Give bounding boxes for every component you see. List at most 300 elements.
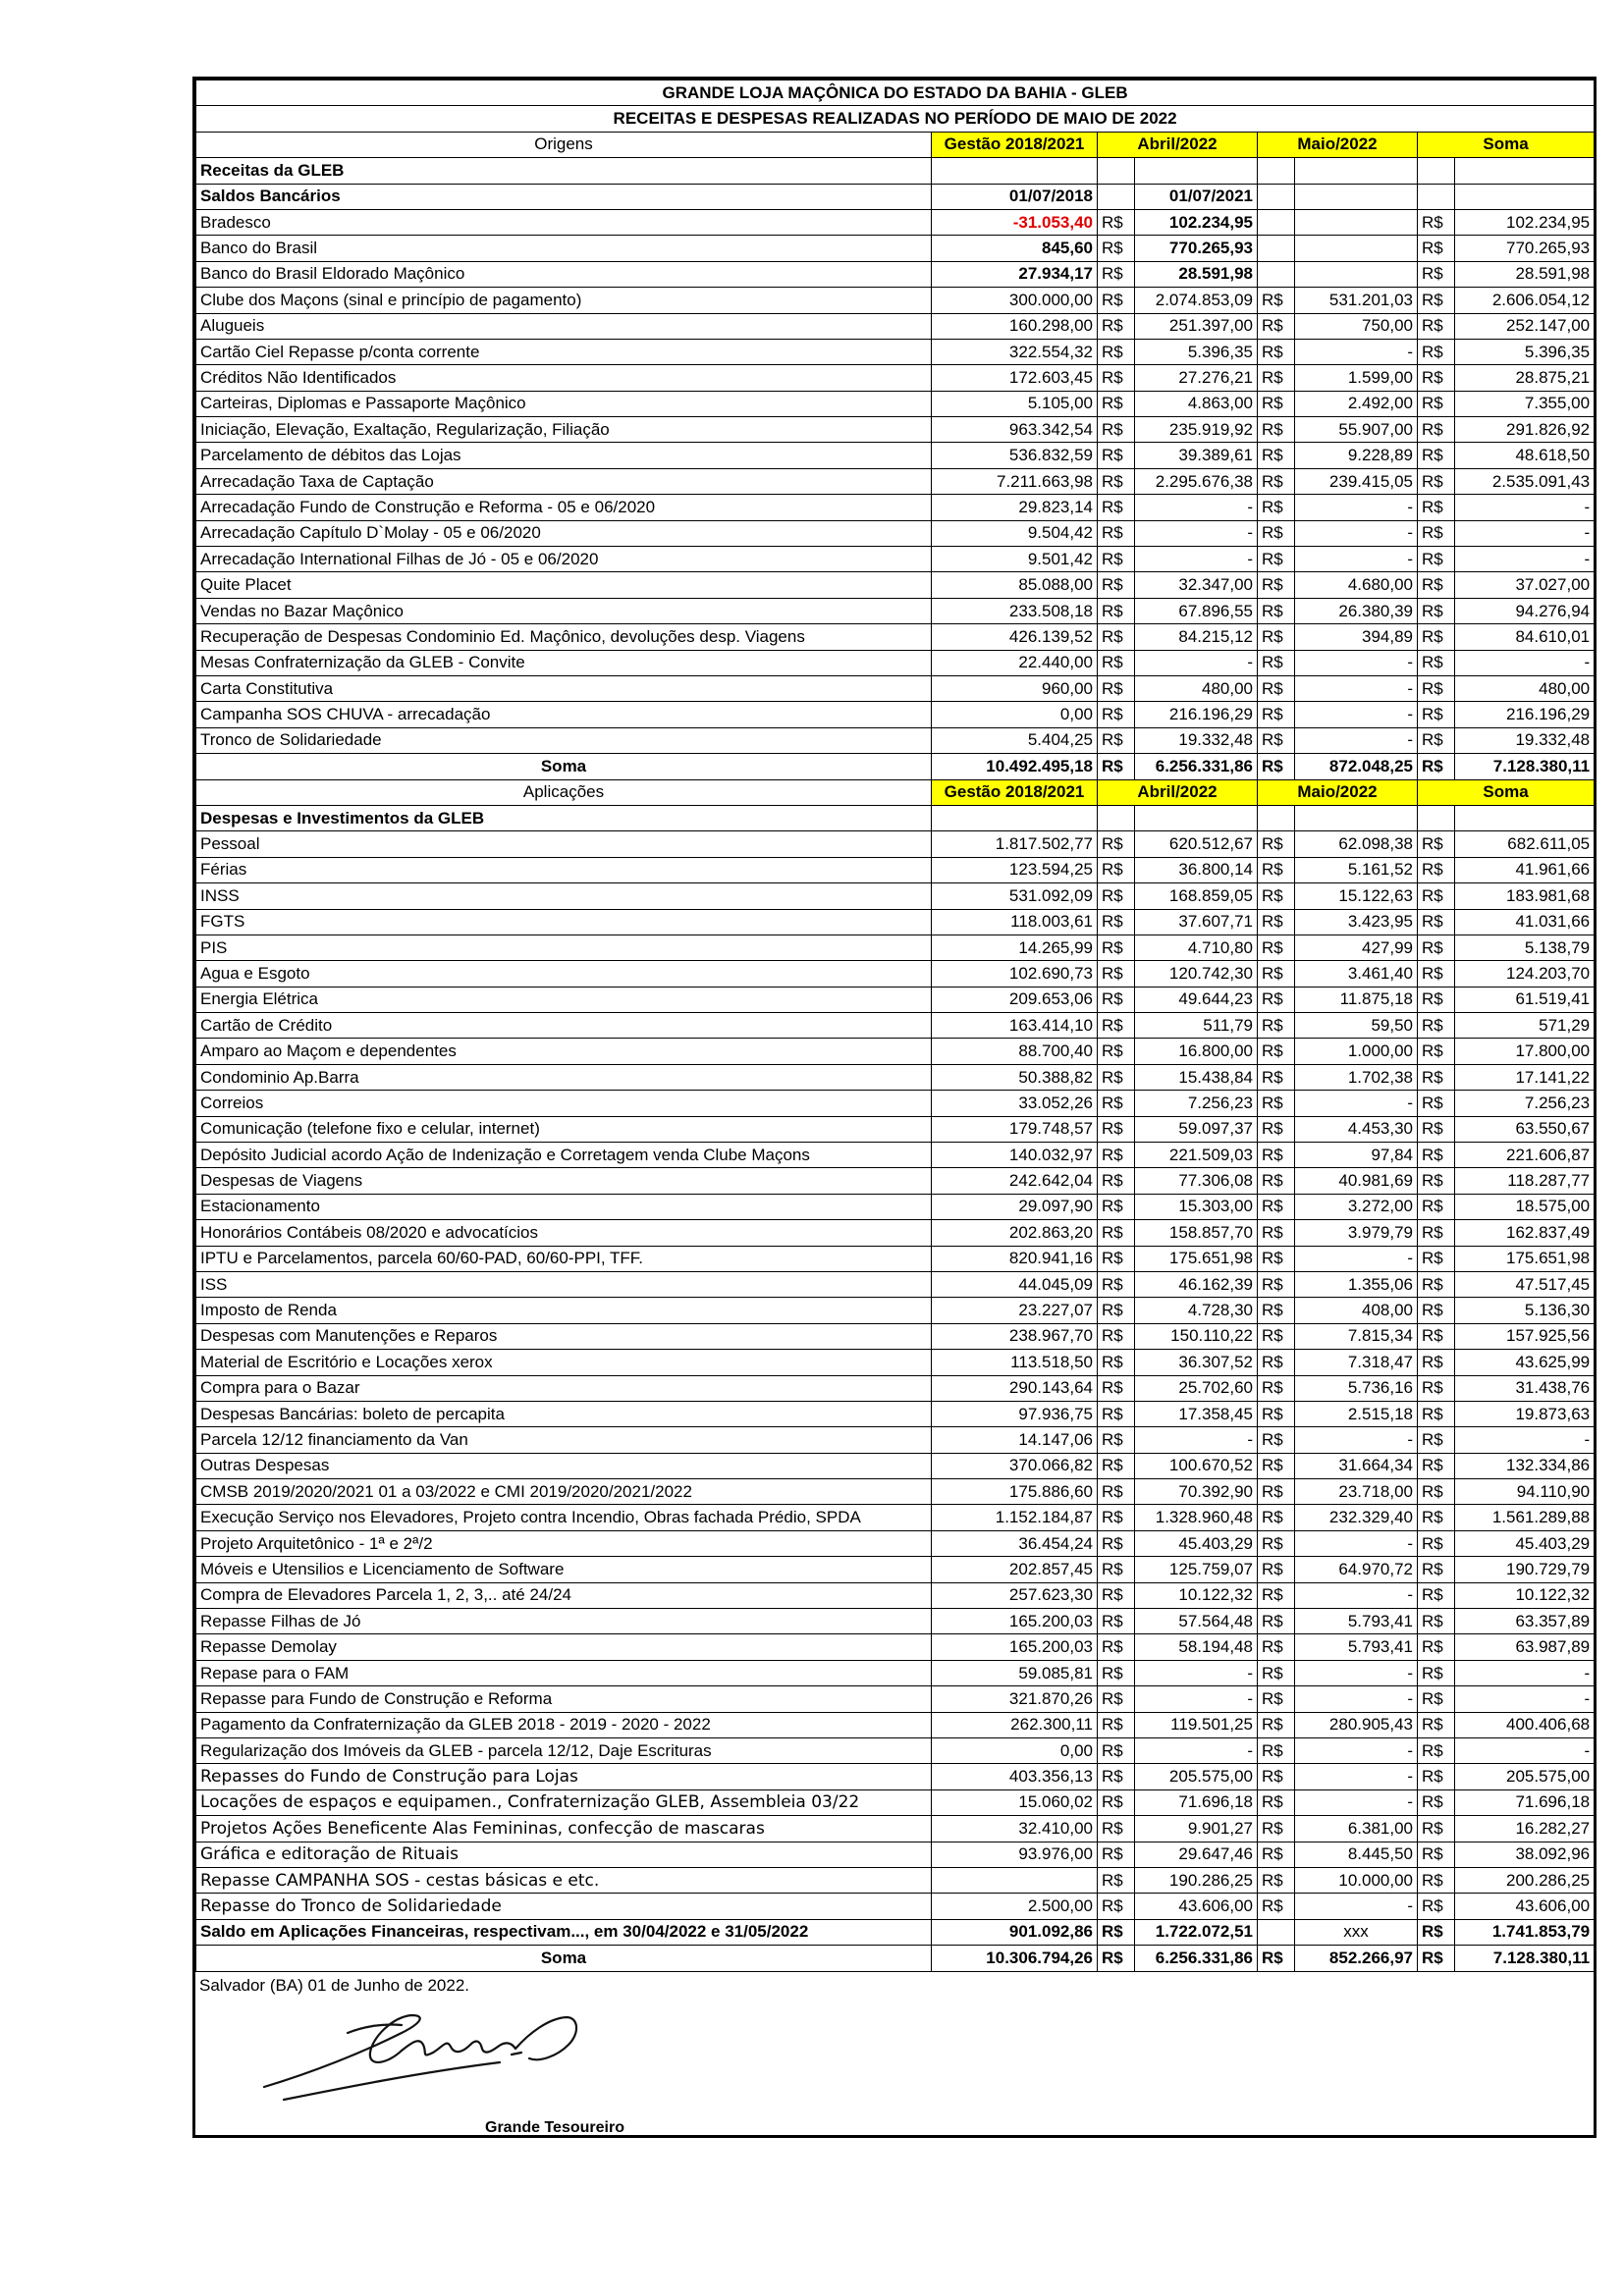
currency-soma: R$ [1418, 1479, 1455, 1505]
value-maio: 2.515,18 [1295, 1401, 1418, 1426]
value-abril: 4.728,30 [1135, 1298, 1258, 1323]
value-maio: 531.201,03 [1295, 288, 1418, 313]
value-soma: 5.396,35 [1455, 339, 1595, 364]
currency-abril: R$ [1098, 1116, 1135, 1142]
despesa-row [196, 1091, 1595, 1116]
value-abril: 168.859,05 [1135, 883, 1258, 909]
value-abril: 84.215,12 [1135, 624, 1258, 650]
value-soma: 63.550,67 [1455, 1116, 1595, 1142]
value-abril: 15.303,00 [1135, 1194, 1258, 1219]
value-soma: 102.234,95 [1455, 209, 1595, 235]
value-maio: 9.228,89 [1295, 443, 1418, 468]
despesa-row [196, 1427, 1595, 1453]
value-maio: xxx [1295, 1919, 1418, 1945]
value-gestao: 33.052,26 [932, 1091, 1098, 1116]
value-abril: 29.647,46 [1135, 1842, 1258, 1867]
row-label: Quite Placet [196, 572, 932, 598]
despesa-row [196, 1323, 1595, 1349]
value-soma: 63.987,89 [1455, 1634, 1595, 1660]
value-abril: 125.759,07 [1135, 1557, 1258, 1582]
currency-maio: R$ [1258, 1427, 1295, 1453]
currency-soma: R$ [1418, 1505, 1455, 1530]
value-abril: - [1135, 1660, 1258, 1685]
value-abril: 150.110,22 [1135, 1323, 1258, 1349]
saldo-aplicacoes-row [196, 1919, 1595, 1945]
empty-cell [1098, 805, 1135, 830]
currency-soma: R$ [1418, 1246, 1455, 1271]
value-maio: 3.272,00 [1295, 1194, 1418, 1219]
value-gestao: 1.817.502,77 [932, 831, 1098, 857]
report-subtitle: RECEITAS E DESPESAS REALIZADAS NO PERÍODO DE MAIO DE 2022 [196, 106, 1595, 132]
currency-soma: R$ [1418, 1919, 1455, 1945]
value-gestao: 1.152.184,87 [932, 1505, 1098, 1530]
currency-abril: R$ [1098, 1323, 1135, 1349]
currency-maio: R$ [1258, 313, 1295, 339]
value-abril: 102.234,95 [1135, 209, 1258, 235]
value-soma: 16.282,27 [1455, 1816, 1595, 1842]
receitas-group-row [196, 158, 1595, 184]
currency-soma: R$ [1418, 650, 1455, 675]
currency-maio [1258, 261, 1295, 287]
value-soma: 205.575,00 [1455, 1764, 1595, 1789]
value-abril: 67.896,55 [1135, 598, 1258, 623]
value-maio: 5.161,52 [1295, 857, 1418, 882]
currency-soma: R$ [1418, 1194, 1455, 1219]
currency-abril: R$ [1098, 1867, 1135, 1893]
value-gestao: 845,60 [932, 236, 1098, 261]
value-soma: 7.355,00 [1455, 391, 1595, 416]
row-label: Soma [196, 754, 932, 779]
currency-soma: R$ [1418, 1634, 1455, 1660]
currency-soma: R$ [1418, 1427, 1455, 1453]
currency-abril: R$ [1098, 1634, 1135, 1660]
row-label: Parcela 12/12 financiamento da Van [196, 1427, 932, 1453]
currency-abril: R$ [1098, 1479, 1135, 1505]
currency-abril: R$ [1098, 209, 1135, 235]
value-maio: 280.905,43 [1295, 1712, 1418, 1737]
despesas-group-row [196, 805, 1595, 830]
value-gestao: 0,00 [932, 702, 1098, 727]
despesa-row [196, 883, 1595, 909]
currency-abril: R$ [1098, 598, 1135, 623]
currency-soma: R$ [1418, 443, 1455, 468]
value-soma: - [1455, 520, 1595, 546]
despesa-row [196, 1582, 1595, 1608]
currency-abril: R$ [1098, 675, 1135, 701]
receita-row [196, 288, 1595, 313]
value-maio: 4.680,00 [1295, 572, 1418, 598]
despesa-row [196, 1039, 1595, 1064]
value-gestao: 32.410,00 [932, 1816, 1098, 1842]
currency-soma: R$ [1418, 1738, 1455, 1764]
currency-soma: R$ [1418, 495, 1455, 520]
financial-report-table [195, 80, 1595, 1972]
saldo-bancario-row [196, 261, 1595, 287]
value-maio: 852.266,97 [1295, 1946, 1418, 1971]
currency-maio: R$ [1258, 1634, 1295, 1660]
despesa-row [196, 1557, 1595, 1582]
receita-row [196, 339, 1595, 364]
currency-abril: R$ [1098, 261, 1135, 287]
value-abril: - [1135, 650, 1258, 675]
currency-soma: R$ [1418, 1816, 1455, 1842]
currency-abril: R$ [1098, 1375, 1135, 1401]
currency-soma: R$ [1418, 598, 1455, 623]
value-soma: 157.925,56 [1455, 1323, 1595, 1349]
value-gestao: 27.934,17 [932, 261, 1098, 287]
currency-maio: R$ [1258, 702, 1295, 727]
currency-maio: R$ [1258, 495, 1295, 520]
value-gestao: 963.342,54 [932, 417, 1098, 443]
row-label: INSS [196, 883, 932, 909]
despesa-row [196, 1479, 1595, 1505]
empty-cell [1418, 805, 1455, 830]
currency-maio: R$ [1258, 1039, 1295, 1064]
group-title-despesas: Despesas e Investimentos da GLEB [196, 805, 932, 830]
col-header-soma: Soma [1418, 779, 1595, 805]
currency-maio: R$ [1258, 468, 1295, 494]
currency-abril: R$ [1098, 1789, 1135, 1815]
currency-maio: R$ [1258, 961, 1295, 987]
value-maio: 2.492,00 [1295, 391, 1418, 416]
currency-soma: R$ [1418, 675, 1455, 701]
currency-abril: R$ [1098, 1039, 1135, 1064]
currency-soma: R$ [1418, 1609, 1455, 1634]
row-label: Pessoal [196, 831, 932, 857]
row-label: Depósito Judicial acordo Ação de Indenização e Corretagem venda Clube Maçons [196, 1143, 932, 1168]
row-label: Repasses do Fundo de Construção para Lojas [196, 1764, 932, 1789]
row-label: Repasse Filhas de Jó [196, 1609, 932, 1634]
value-soma: 7.128.380,11 [1455, 754, 1595, 779]
value-gestao: 5.105,00 [932, 391, 1098, 416]
value-maio: - [1295, 650, 1418, 675]
value-abril: 770.265,93 [1135, 236, 1258, 261]
value-maio: 427,99 [1295, 934, 1418, 960]
currency-soma: R$ [1418, 624, 1455, 650]
despesa-row [196, 1634, 1595, 1660]
despesa-row [196, 831, 1595, 857]
currency-soma: R$ [1418, 520, 1455, 546]
currency-soma: R$ [1418, 1116, 1455, 1142]
value-soma: 18.575,00 [1455, 1194, 1595, 1219]
currency-soma: R$ [1418, 1582, 1455, 1608]
row-label: FGTS [196, 909, 932, 934]
col-header-maio: Maio/2022 [1258, 779, 1418, 805]
value-gestao: 321.870,26 [932, 1686, 1098, 1712]
value-gestao: 426.139,52 [932, 624, 1098, 650]
report-title: GRANDE LOJA MAÇÔNICA DO ESTADO DA BAHIA - GLEB [196, 80, 1595, 106]
report-footer [195, 1972, 1594, 2139]
despesa-row [196, 1816, 1595, 1842]
row-label: Arrecadação Fundo de Construção e Reforma - 05 e 06/2020 [196, 495, 932, 520]
value-gestao: 10.492.495,18 [932, 754, 1098, 779]
currency-soma: R$ [1418, 339, 1455, 364]
currency-maio: R$ [1258, 1894, 1295, 1919]
row-label: Execução Serviço nos Elevadores, Projeto contra Incendio, Obras fachada Prédio, SPDA [196, 1505, 932, 1530]
value-abril: 4.710,80 [1135, 934, 1258, 960]
value-soma: 200.286,25 [1455, 1867, 1595, 1893]
value-soma: 17.141,22 [1455, 1064, 1595, 1090]
despesa-row [196, 987, 1595, 1012]
value-gestao: 175.886,60 [932, 1479, 1098, 1505]
col-header-gestao: Gestão 2018/2021 [932, 132, 1098, 157]
despesa-row [196, 1453, 1595, 1478]
value-maio: 408,00 [1295, 1298, 1418, 1323]
value-gestao: 36.454,24 [932, 1530, 1098, 1556]
value-gestao: 5.404,25 [932, 727, 1098, 753]
currency-maio: R$ [1258, 1582, 1295, 1608]
despesa-row [196, 1686, 1595, 1712]
value-abril: 120.742,30 [1135, 961, 1258, 987]
currency-abril: R$ [1098, 1660, 1135, 1685]
place-date: Salvador (BA) 01 de Junho de 2022. [199, 1975, 470, 1995]
value-abril: 175.651,98 [1135, 1246, 1258, 1271]
value-soma: 480,00 [1455, 675, 1595, 701]
row-label: Iniciação, Elevação, Exaltação, Regularização, Filiação [196, 417, 932, 443]
value-maio: - [1295, 727, 1418, 753]
value-soma: - [1455, 650, 1595, 675]
value-abril: 16.800,00 [1135, 1039, 1258, 1064]
value-soma: 2.535.091,43 [1455, 468, 1595, 494]
value-gestao: 14.265,99 [932, 934, 1098, 960]
currency-maio: R$ [1258, 675, 1295, 701]
value-abril: 2.295.676,38 [1135, 468, 1258, 494]
value-soma: 37.027,00 [1455, 572, 1595, 598]
value-maio: - [1295, 1738, 1418, 1764]
currency-soma: R$ [1418, 934, 1455, 960]
value-maio: 6.381,00 [1295, 1816, 1418, 1842]
value-gestao: 160.298,00 [932, 313, 1098, 339]
value-abril: 59.097,37 [1135, 1116, 1258, 1142]
row-label: Compra para o Bazar [196, 1375, 932, 1401]
value-maio: 7.318,47 [1295, 1350, 1418, 1375]
currency-maio: R$ [1258, 1401, 1295, 1426]
value-gestao: 202.857,45 [932, 1557, 1098, 1582]
currency-abril: R$ [1098, 934, 1135, 960]
currency-maio: R$ [1258, 1946, 1295, 1971]
value-gestao: 88.700,40 [932, 1039, 1098, 1064]
despesa-row [196, 1530, 1595, 1556]
currency-maio: R$ [1258, 727, 1295, 753]
despesa-row [196, 1505, 1595, 1530]
currency-maio: R$ [1258, 1168, 1295, 1194]
value-gestao: 118.003,61 [932, 909, 1098, 934]
value-soma: 5.138,79 [1455, 934, 1595, 960]
value-maio: - [1295, 1091, 1418, 1116]
currency-soma: R$ [1418, 1764, 1455, 1789]
value-maio: 55.907,00 [1295, 417, 1418, 443]
saldos-date-gestao: 01/07/2018 [932, 184, 1098, 209]
value-maio: 10.000,00 [1295, 1867, 1418, 1893]
value-soma: 216.196,29 [1455, 702, 1595, 727]
currency-maio: R$ [1258, 1789, 1295, 1815]
currency-maio: R$ [1258, 1530, 1295, 1556]
currency-maio: R$ [1258, 1816, 1295, 1842]
signer-title: Grande Tesoureiro [485, 2118, 624, 2136]
value-soma: 71.696,18 [1455, 1789, 1595, 1815]
value-maio: 750,00 [1295, 313, 1418, 339]
row-label: Arrecadação Capítulo D`Molay - 05 e 06/2020 [196, 520, 932, 546]
currency-maio: R$ [1258, 1479, 1295, 1505]
value-abril: 205.575,00 [1135, 1764, 1258, 1789]
currency-maio: R$ [1258, 934, 1295, 960]
value-abril: - [1135, 1686, 1258, 1712]
row-label: Créditos Não Identificados [196, 365, 932, 391]
value-gestao: 322.554,32 [932, 339, 1098, 364]
value-maio [1295, 261, 1418, 287]
receita-row [196, 468, 1595, 494]
value-abril: 58.194,48 [1135, 1634, 1258, 1660]
value-abril: 28.591,98 [1135, 261, 1258, 287]
currency-abril: R$ [1098, 1946, 1135, 1971]
value-abril: 15.438,84 [1135, 1064, 1258, 1090]
value-soma: 7.256,23 [1455, 1091, 1595, 1116]
value-abril: 77.306,08 [1135, 1168, 1258, 1194]
currency-abril: R$ [1098, 417, 1135, 443]
currency-maio: R$ [1258, 1246, 1295, 1271]
despesa-row [196, 1350, 1595, 1375]
currency-soma: R$ [1418, 547, 1455, 572]
value-gestao: 10.306.794,26 [932, 1946, 1098, 1971]
currency-maio: R$ [1258, 1867, 1295, 1893]
currency-maio [1258, 1919, 1295, 1945]
currency-abril: R$ [1098, 1816, 1135, 1842]
financial-report-sheet [192, 77, 1597, 2138]
value-gestao: 0,00 [932, 1738, 1098, 1764]
currency-maio: R$ [1258, 987, 1295, 1012]
value-gestao: 202.863,20 [932, 1220, 1098, 1246]
currency-soma: R$ [1418, 702, 1455, 727]
value-abril: 2.074.853,09 [1135, 288, 1258, 313]
value-soma: 190.729,79 [1455, 1557, 1595, 1582]
currency-abril: R$ [1098, 1609, 1135, 1634]
currency-abril: R$ [1098, 495, 1135, 520]
value-soma: 7.128.380,11 [1455, 1946, 1595, 1971]
aplicacoes-header-row [196, 779, 1595, 805]
despesa-row [196, 1298, 1595, 1323]
value-soma: 183.981,68 [1455, 883, 1595, 909]
value-gestao: 59.085,81 [932, 1660, 1098, 1685]
currency-soma: R$ [1418, 1013, 1455, 1039]
currency-maio: R$ [1258, 598, 1295, 623]
value-soma: 41.031,66 [1455, 909, 1595, 934]
row-label: Projeto Arquitetônico - 1ª e 2ª/2 [196, 1530, 932, 1556]
currency-abril: R$ [1098, 1194, 1135, 1219]
currency-soma: R$ [1418, 1557, 1455, 1582]
currency-maio: R$ [1258, 624, 1295, 650]
value-gestao: 23.227,07 [932, 1298, 1098, 1323]
currency-maio: R$ [1258, 1298, 1295, 1323]
value-soma: 1.741.853,79 [1455, 1919, 1595, 1945]
currency-abril: R$ [1098, 754, 1135, 779]
value-soma: 94.276,94 [1455, 598, 1595, 623]
despesa-row [196, 1143, 1595, 1168]
currency-soma: R$ [1418, 831, 1455, 857]
row-label: Energia Elétrica [196, 987, 932, 1012]
empty-cell [1135, 805, 1258, 830]
value-abril: 37.607,71 [1135, 909, 1258, 934]
value-soma: 221.606,87 [1455, 1143, 1595, 1168]
value-soma: 1.561.289,88 [1455, 1505, 1595, 1530]
row-label: IPTU e Parcelamentos, parcela 60/60-PAD, 60/60-PPI, TFF. [196, 1246, 932, 1271]
currency-soma: R$ [1418, 961, 1455, 987]
currency-abril: R$ [1098, 339, 1135, 364]
currency-maio: R$ [1258, 1738, 1295, 1764]
value-soma: 28.591,98 [1455, 261, 1595, 287]
currency-maio: R$ [1258, 1064, 1295, 1090]
currency-maio: R$ [1258, 1013, 1295, 1039]
currency-maio: R$ [1258, 831, 1295, 857]
currency-maio: R$ [1258, 1220, 1295, 1246]
value-soma: 84.610,01 [1455, 624, 1595, 650]
currency-soma: R$ [1418, 754, 1455, 779]
value-abril: 9.901,27 [1135, 1816, 1258, 1842]
value-maio: - [1295, 1530, 1418, 1556]
value-abril: 6.256.331,86 [1135, 1946, 1258, 1971]
value-abril: 57.564,48 [1135, 1609, 1258, 1634]
value-gestao: 172.603,45 [932, 365, 1098, 391]
currency-soma: R$ [1418, 1842, 1455, 1867]
value-maio: 1.000,00 [1295, 1039, 1418, 1064]
currency-abril: R$ [1098, 857, 1135, 882]
value-maio: 26.380,39 [1295, 598, 1418, 623]
currency-soma: R$ [1418, 727, 1455, 753]
value-maio: 23.718,00 [1295, 1479, 1418, 1505]
row-label: Parcelamento de débitos das Lojas [196, 443, 932, 468]
value-gestao: 50.388,82 [932, 1064, 1098, 1090]
receitas-total-row [196, 754, 1595, 779]
value-maio: 232.329,40 [1295, 1505, 1418, 1530]
currency-soma: R$ [1418, 261, 1455, 287]
value-soma: 124.203,70 [1455, 961, 1595, 987]
value-gestao: 14.147,06 [932, 1427, 1098, 1453]
currency-soma: R$ [1418, 1143, 1455, 1168]
row-label: Banco do Brasil [196, 236, 932, 261]
value-abril: 43.606,00 [1135, 1894, 1258, 1919]
currency-soma: R$ [1418, 1350, 1455, 1375]
currency-abril: R$ [1098, 520, 1135, 546]
currency-maio: R$ [1258, 443, 1295, 468]
currency-maio: R$ [1258, 1660, 1295, 1685]
row-label: Alugueis [196, 313, 932, 339]
value-abril: 19.332,48 [1135, 727, 1258, 753]
receita-row [196, 702, 1595, 727]
currency-abril: R$ [1098, 1271, 1135, 1297]
currency-soma: R$ [1418, 1323, 1455, 1349]
currency-soma: R$ [1418, 857, 1455, 882]
receita-row [196, 675, 1595, 701]
value-gestao [932, 1867, 1098, 1893]
despesa-row [196, 1609, 1595, 1634]
value-gestao: 179.748,57 [932, 1116, 1098, 1142]
value-gestao: 290.143,64 [932, 1375, 1098, 1401]
value-gestao: 531.092,09 [932, 883, 1098, 909]
empty-cell [932, 805, 1098, 830]
currency-abril: R$ [1098, 1686, 1135, 1712]
row-label: Cartão de Crédito [196, 1013, 932, 1039]
currency-soma: R$ [1418, 1401, 1455, 1426]
value-maio: - [1295, 1427, 1418, 1453]
value-abril: 27.276,21 [1135, 365, 1258, 391]
currency-maio: R$ [1258, 391, 1295, 416]
value-gestao: 536.832,59 [932, 443, 1098, 468]
value-abril: 70.392,90 [1135, 1479, 1258, 1505]
currency-soma: R$ [1418, 468, 1455, 494]
row-label: Comunicação (telefone fixo e celular, internet) [196, 1116, 932, 1142]
value-soma: - [1455, 1686, 1595, 1712]
value-abril: 49.644,23 [1135, 987, 1258, 1012]
despesa-row [196, 1246, 1595, 1271]
